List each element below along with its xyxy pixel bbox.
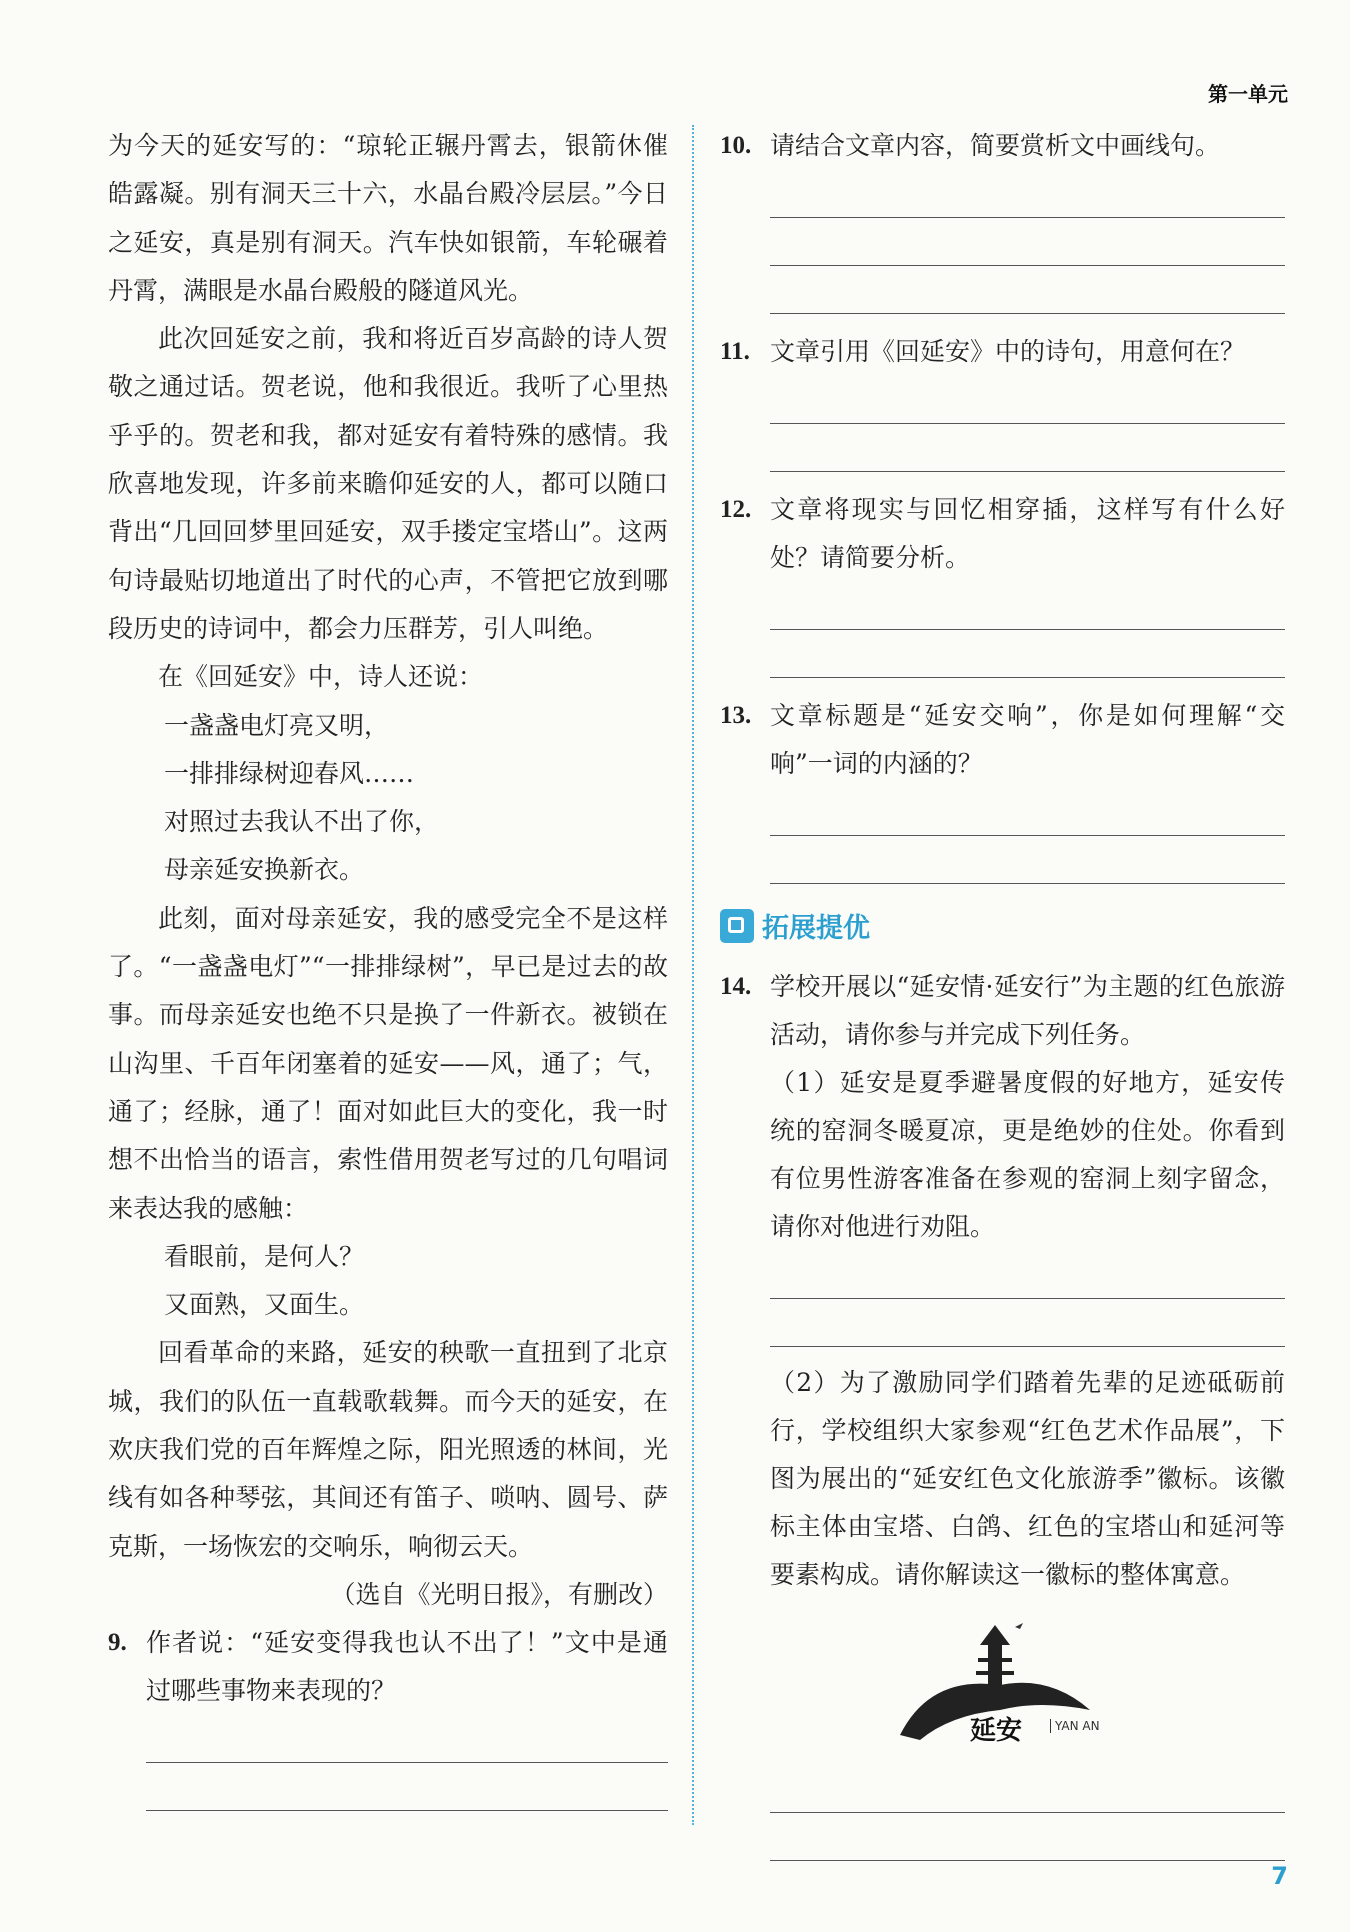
question-number: 14. <box>720 973 752 1000</box>
question-number: 9. <box>108 1629 127 1657</box>
logo-text: 延安 <box>970 1716 1023 1746</box>
question-10 <box>720 122 1285 170</box>
answer-line[interactable] <box>770 1299 1285 1347</box>
answer-line[interactable] <box>770 170 1285 218</box>
column-divider <box>692 125 694 1825</box>
question-text: 文章将现实与回忆相穿插，这样写有什么好处？请简要分析。 <box>770 495 1285 572</box>
page-number: 7 <box>1271 1862 1288 1890</box>
question-14 <box>720 963 1285 1059</box>
left-column <box>108 122 668 1811</box>
question-text: 文章引用《回延安》中的诗句，用意何在？ <box>770 337 1246 366</box>
paragraph: 在《回延安》中，诗人还说： <box>158 662 484 692</box>
poem-line: 母亲延安换新衣。 <box>164 855 365 885</box>
question-11 <box>720 328 1285 376</box>
source-citation: （选自《光明日报》，有删改） <box>330 1579 668 1609</box>
answer-line[interactable] <box>770 218 1285 266</box>
answer-line[interactable] <box>770 836 1285 884</box>
sub-question-1: （1）延安是夏季避暑度假的好地方，延安传统的窑洞冬暖夏凉，更是绝妙的住处。你看到有位男性游客准备在参观的窑洞上刻字留念，请你对他进行劝阻。 <box>770 1068 1285 1241</box>
answer-line[interactable] <box>770 376 1285 424</box>
answer-line[interactable] <box>146 1763 668 1811</box>
poem-line: 又面熟，又面生。 <box>164 1290 365 1320</box>
section-header <box>720 906 1285 945</box>
sub-question-2: （2）为了激励同学们踏着先辈的足迹砥砺前行，学校组织大家参观“红色艺术作品展”，下图为展出的“延安红色文化旅游季”徽标。该徽标主体由宝塔、白鸽、红色的宝塔山和延河等要素构成。请你解读这一徽标的整体寓意。 <box>770 1368 1285 1589</box>
question-text: 文章标题是“延安交响”，你是如何理解“交响”一词的内涵的？ <box>770 701 1285 778</box>
answer-line[interactable] <box>770 1251 1285 1299</box>
answer-line[interactable] <box>770 582 1285 630</box>
answer-line[interactable] <box>770 630 1285 678</box>
question-number: 10. <box>720 132 752 159</box>
right-column <box>720 122 1285 1861</box>
question-text: 请结合文章内容，简要赏析文中画线句。 <box>770 131 1221 160</box>
question-12 <box>720 486 1285 582</box>
poem-line: 一盏盏电灯亮又明， <box>164 710 390 740</box>
answer-line[interactable] <box>770 266 1285 314</box>
question-text: 作者说：“延安变得我也认不出了！”文中是通过哪些事物来表现的？ <box>146 1628 668 1706</box>
answer-line[interactable] <box>146 1715 668 1763</box>
edit-icon <box>720 909 754 943</box>
poem-line: 看眼前，是何人？ <box>164 1241 365 1271</box>
paragraph: 为今天的延安写的：“琼轮正辗丹霄去，银箭休催皓露凝。别有洞天三十六，水晶台殿冷层层。”今日之延安，真是别有洞天。汽车快如银箭，车轮碾着丹霄，满眼是水晶台殿般的隧道风光。 <box>108 131 668 305</box>
answer-line[interactable] <box>770 788 1285 836</box>
yanan-logo <box>890 1615 1150 1755</box>
paragraph: 此次回延安之前，我和将近百岁高龄的诗人贺敬之通过话。贺老说，他和我很近。我听了心里热乎乎的。贺老和我，都对延安有着特殊的感情。我欣喜地发现，许多前来瞻仰延安的人，都可以随口背出“几回回梦里回延安，双手搂定宝塔山”。这两句诗最贴切地道出了时代的心声，不管把它放到哪段历史的诗词中，都会力压群芳，引人叫绝。 <box>108 324 668 643</box>
question-number: 12. <box>720 496 752 523</box>
section-title: 拓展提优 <box>762 913 870 944</box>
question-number: 11. <box>720 338 750 365</box>
unit-header: 第一单元 <box>1208 82 1288 106</box>
paragraph: 此刻，面对母亲延安，我的感受完全不是这样了。“一盏盏电灯”“一排排绿树”，早已是过去的故事。而母亲延安也绝不只是换了一件新衣。被锁在山沟里、千百年闭塞着的延安——风，通了；气，通了；经脉，通了！面对如此巨大的变化，我一时想不出恰当的语言，索性借用贺老写过的几句唱词来表达我的感触： <box>108 903 668 1223</box>
poem-line: 一排排绿树迎春风…… <box>164 758 415 788</box>
answer-line[interactable] <box>770 1765 1285 1813</box>
question-13 <box>720 692 1285 788</box>
answer-line[interactable] <box>770 424 1285 472</box>
question-9 <box>108 1619 668 1715</box>
answer-line[interactable] <box>770 1813 1285 1861</box>
paragraph: 回看革命的来路，延安的秧歌一直扭到了北京城，我们的队伍一直载歌载舞。而今天的延安，在欢庆我们党的百年辉煌之际，阳光照透的林间，光线有如各种琴弦，其间还有笛子、唢呐、圆号、萨克斯，一场恢宏的交响乐，响彻云天。 <box>108 1338 668 1561</box>
logo-subtext: YAN AN <box>1050 1719 1100 1733</box>
poem-line: 对照过去我认不出了你， <box>164 807 440 837</box>
question-text: 学校开展以“延安情·延安行”为主题的红色旅游活动，请你参与并完成下列任务。 <box>770 972 1285 1049</box>
question-number: 13. <box>720 702 752 729</box>
